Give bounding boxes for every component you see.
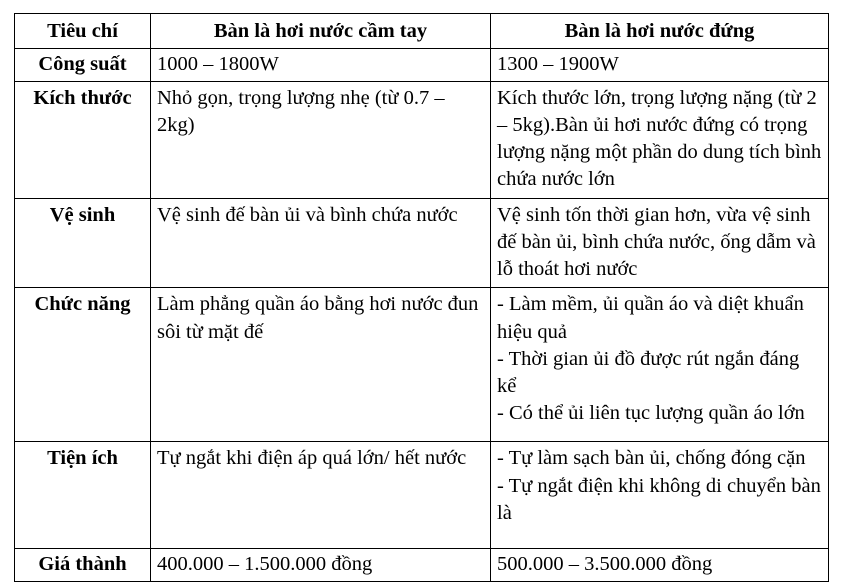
cell-handheld-price: 400.000 – 1.500.000 đồng bbox=[151, 549, 491, 581]
cell-handheld-utility: Tự ngắt khi điện áp quá lớn/ hết nước bbox=[151, 442, 491, 549]
table-row bbox=[15, 442, 829, 549]
table-header-row bbox=[15, 14, 829, 49]
table-header bbox=[15, 14, 829, 49]
row-criteria-label: Kích thước bbox=[15, 81, 151, 198]
row-criteria-label: Vệ sinh bbox=[15, 198, 151, 288]
table-row bbox=[15, 288, 829, 442]
table-row bbox=[15, 198, 829, 288]
table-body bbox=[15, 49, 829, 581]
row-criteria-label: Tiện ích bbox=[15, 442, 151, 549]
column-header-handheld-steam-iron: Bàn là hơi nước cầm tay bbox=[151, 14, 491, 49]
comparison-table-container bbox=[14, 13, 828, 582]
row-criteria-label: Công suất bbox=[15, 49, 151, 81]
cell-handheld-function: Làm phẳng quần áo bằng hơi nước đun sôi từ mặt đế bbox=[151, 288, 491, 442]
cell-handheld-size: Nhỏ gọn, trọng lượng nhẹ (từ 0.7 – 2kg) bbox=[151, 81, 491, 198]
row-criteria-label: Chức năng bbox=[15, 288, 151, 442]
table-row bbox=[15, 81, 829, 198]
cell-standing-size: Kích thước lớn, trọng lượng nặng (từ 2 – 5kg).Bàn ủi hơi nước đứng có trọng lượng nặng một phần do dung tích bình chứa nước lớn bbox=[491, 81, 829, 198]
column-header-standing-steam-iron: Bàn là hơi nước đứng bbox=[491, 14, 829, 49]
cell-standing-cleaning: Vệ sinh tốn thời gian hơn, vừa vệ sinh đế bàn ủi, bình chứa nước, ống dẫm và lỗ thoát hơi nước bbox=[491, 198, 829, 288]
cell-standing-utility: - Tự làm sạch bàn ủi, chống đóng cặn - Tự ngắt điện khi không di chuyển bàn là bbox=[491, 442, 829, 549]
cell-standing-power: 1300 – 1900W bbox=[491, 49, 829, 81]
table-row bbox=[15, 549, 829, 581]
row-criteria-label: Giá thành bbox=[15, 549, 151, 581]
table-row bbox=[15, 49, 829, 81]
cell-standing-function: - Làm mềm, ủi quần áo và diệt khuẩn hiệu quả - Thời gian ủi đồ được rút ngắn đáng kể - Có thể ủi liên tục lượng quần áo lớn bbox=[491, 288, 829, 442]
cell-standing-price: 500.000 – 3.500.000 đồng bbox=[491, 549, 829, 581]
cell-handheld-power: 1000 – 1800W bbox=[151, 49, 491, 81]
column-header-criteria: Tiêu chí bbox=[15, 14, 151, 49]
comparison-table bbox=[14, 13, 829, 582]
cell-handheld-cleaning: Vệ sinh đế bàn ủi và bình chứa nước bbox=[151, 198, 491, 288]
